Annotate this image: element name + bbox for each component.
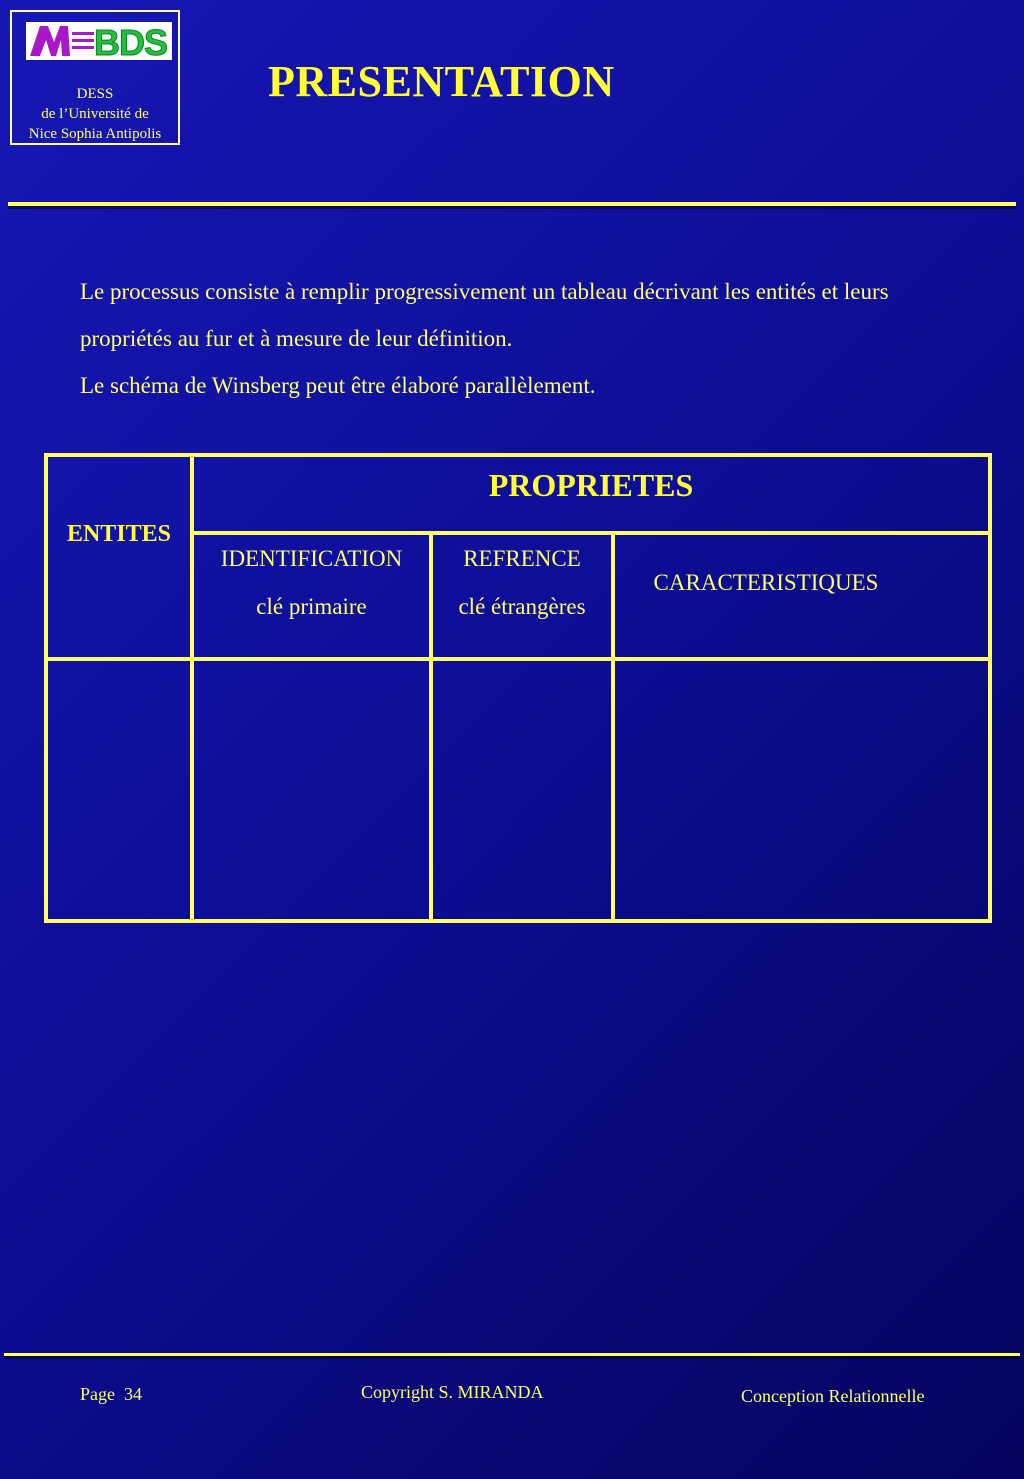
logo-line-dess: DESS <box>76 86 114 102</box>
reference-label: REFRENCE <box>463 546 581 571</box>
course-title: Conception Relationnelle <box>741 1386 925 1406</box>
mbds-logo <box>26 22 172 60</box>
logo-box <box>10 10 180 145</box>
copyright: Copyright S. MIRANDA <box>361 1382 544 1402</box>
identification-label: IDENTIFICATION <box>220 546 403 571</box>
page-label: Page <box>80 1384 115 1404</box>
entities-header: ENTITES <box>66 521 172 547</box>
logo-line-nice: Nice Sophia Antipolis <box>28 126 162 142</box>
top-divider <box>8 202 1016 206</box>
intro-line-3: Le schéma de Winsberg peut être élaboré parallèlement. <box>80 373 596 398</box>
characteristics-header: CARACTERISTIQUES <box>653 570 879 595</box>
intro-text <box>80 268 1020 409</box>
intro-line-1: Le processus consiste à remplir progressivement un tableau décrivant les entités et leurs <box>80 279 889 304</box>
foreign-keys-label: clé étrangères <box>458 594 586 619</box>
logo-line-universite: de l’Université de <box>41 106 149 122</box>
table-border-bottom <box>44 919 992 923</box>
identification-header <box>194 535 429 631</box>
bottom-divider <box>4 1353 1020 1356</box>
table-divider-header <box>44 657 992 661</box>
mbds-logo-icon <box>26 22 172 60</box>
table-border-top <box>44 453 992 457</box>
page-indicator <box>80 1384 142 1405</box>
entity-properties-table <box>44 453 992 923</box>
intro-line-2: propriétés au fur et à mesure de leur définition. <box>80 326 513 351</box>
properties-header: PROPRIETES <box>488 467 694 503</box>
reference-header <box>433 535 611 631</box>
page-title: PRESENTATION <box>268 57 615 106</box>
table-divider-entities <box>190 453 194 923</box>
table-border-right <box>988 453 992 923</box>
primary-key-label: clé primaire <box>256 594 367 619</box>
svg-text:BDS: BDS <box>94 22 168 60</box>
page-number: 34 <box>124 1384 142 1404</box>
